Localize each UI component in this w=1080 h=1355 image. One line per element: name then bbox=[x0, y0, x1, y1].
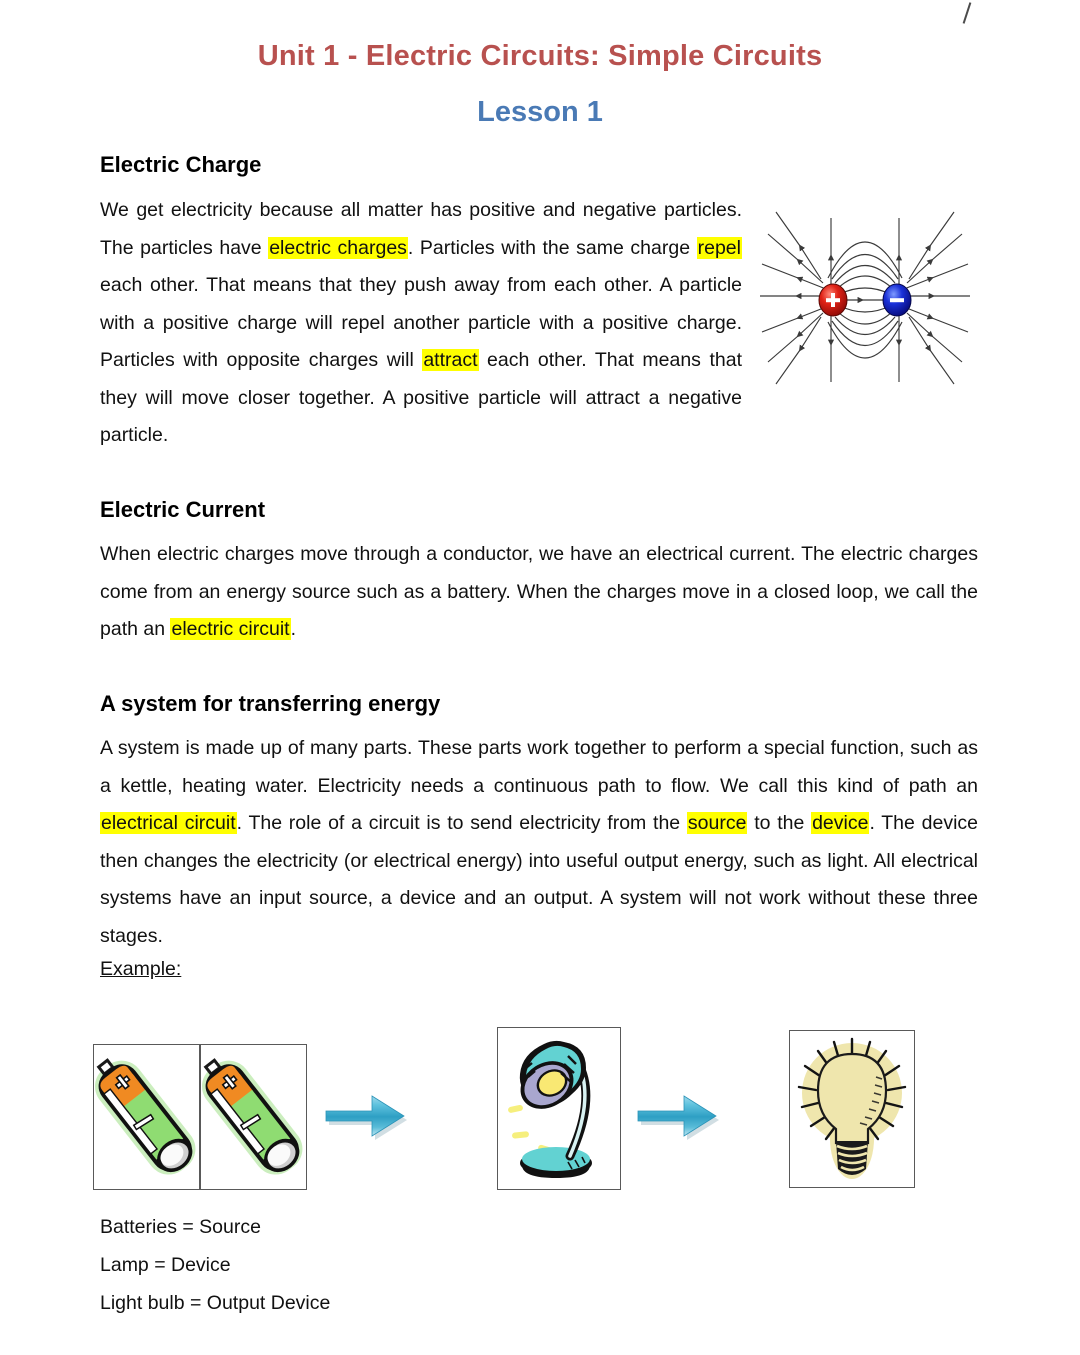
highlight-repel: repel bbox=[697, 236, 741, 259]
example-label: Example: bbox=[100, 958, 182, 980]
page-subtitle: Lesson 1 bbox=[477, 96, 603, 128]
caption-lamp: Lamp = Device bbox=[100, 1254, 231, 1276]
highlight-source: source bbox=[687, 812, 747, 834]
light-bulb-image-box bbox=[789, 1030, 915, 1188]
text-run: When electric charges move through a conductor, we have an electrical current. The electric charges come from an energy source such as a battery. When the charges move in a closed loop, we call the path an bbox=[100, 543, 978, 640]
paragraph-electric-charge bbox=[100, 192, 742, 455]
highlight-electric-charges: electric charges bbox=[269, 236, 407, 259]
scan-artifact-mark bbox=[963, 2, 972, 24]
battery-clipart bbox=[201, 1045, 305, 1188]
highlight-electrical-circuit: electrical circuit bbox=[101, 812, 236, 834]
page-title: Unit 1 - Electric Circuits: Simple Circuits bbox=[257, 40, 823, 72]
highlight-attract: attract bbox=[423, 349, 478, 371]
heading-electric-current: Electric Current bbox=[100, 497, 266, 522]
text-run: . The role of a circuit is to send electricity from the bbox=[236, 812, 687, 834]
right-arrow-icon-1 bbox=[322, 1089, 408, 1143]
battery-image-box-2 bbox=[200, 1044, 307, 1190]
negative-charge-marker bbox=[883, 284, 911, 316]
text-run: to the bbox=[747, 812, 812, 834]
text-run: We get electricity because all matter has positive and negative particles. The particles have bbox=[100, 199, 742, 259]
desk-lamp-clipart bbox=[498, 1028, 619, 1188]
battery-clipart bbox=[94, 1045, 198, 1188]
electric-dipole-field-diagram bbox=[752, 196, 978, 404]
text-run: . The device then changes the electricity (or electrical energy) into useful output energy, such as light. All electrical systems have an input source, a device and an output. A system will not work without these three stages. bbox=[100, 812, 978, 947]
caption-light-bulb: Light bulb = Output Device bbox=[100, 1292, 331, 1314]
lamp-image-box bbox=[497, 1027, 621, 1190]
light-bulb-clipart bbox=[790, 1031, 913, 1186]
paragraph-system-transferring-energy bbox=[100, 730, 978, 955]
positive-charge-marker bbox=[819, 284, 847, 316]
text-run: . bbox=[290, 618, 297, 640]
battery-image-box-1 bbox=[93, 1044, 200, 1190]
right-arrow-icon-2 bbox=[634, 1089, 720, 1143]
highlight-electric-circuit: electric circuit bbox=[171, 618, 290, 640]
paragraph-electric-current bbox=[100, 536, 978, 649]
caption-batteries: Batteries = Source bbox=[100, 1216, 261, 1238]
text-run: each other. That means that they will move closer together. A positive particle will attract a negative particle. bbox=[100, 349, 742, 446]
text-run: A system is made up of many parts. These parts work together to perform a special function, such as a kettle, heating water. Electricity needs a continuous path to flow. We call this kind of path an bbox=[100, 737, 978, 797]
heading-system-transferring-energy: A system for transferring energy bbox=[100, 691, 441, 716]
text-run: each other. That means that they push away from each other. A particle with a positive charge will repel another particle with a positive charge. Particles with opposite charges will bbox=[100, 274, 742, 371]
heading-electric-charge: Electric Charge bbox=[100, 152, 262, 177]
text-run: . Particles with the same charge bbox=[407, 236, 697, 259]
highlight-device: device bbox=[812, 812, 869, 834]
